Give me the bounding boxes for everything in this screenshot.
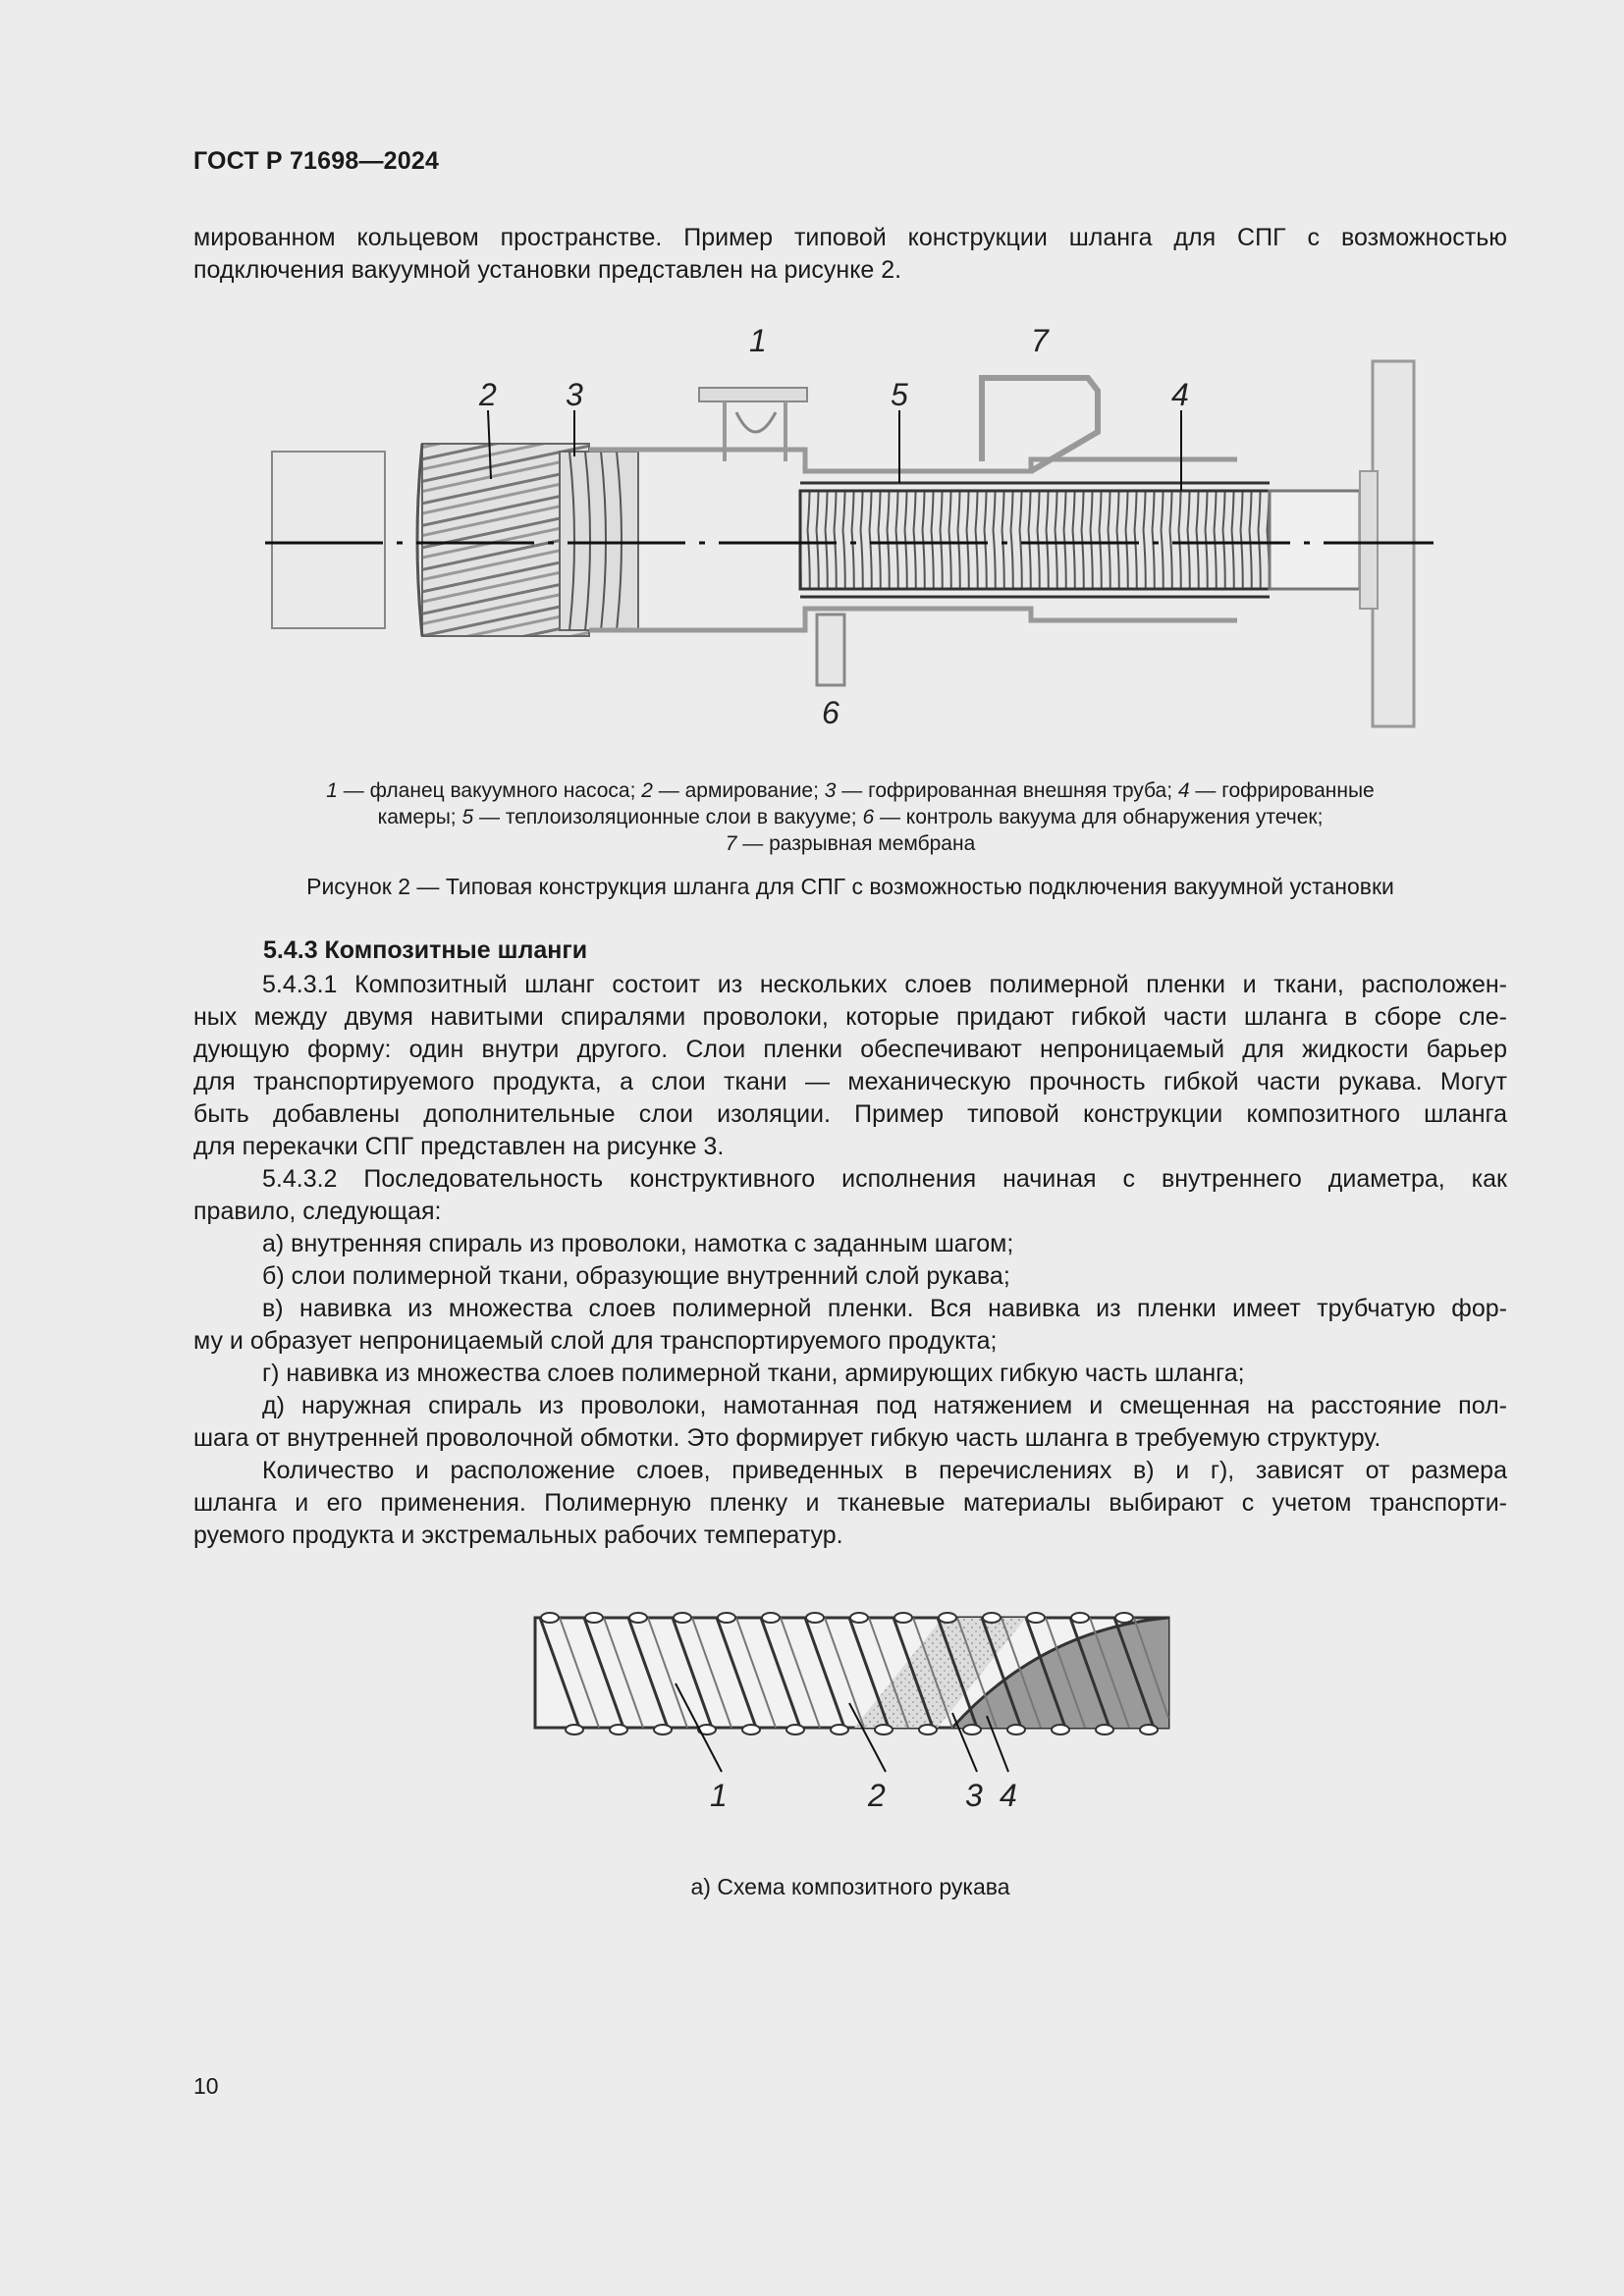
callout-4: 4 <box>1171 377 1189 412</box>
callout-2: 2 <box>868 1778 886 1813</box>
text-line: правило, следующая: <box>193 1198 442 1225</box>
figure-3a-subcaption: а) Схема композитного рукава <box>690 1874 1010 1899</box>
list-item-continuation: му и образует непроницаемый слой для транспортируемого продукта; <box>193 1327 998 1355</box>
list-item: д) наружная спираль из проволоки, намотанная под натяжением и смещенная на расстояние пол- <box>262 1392 1507 1419</box>
list-item: в) навивка из множества слоев полимерной пленки. Вся навивка из пленки имеет трубчатую фор- <box>262 1295 1507 1322</box>
text-line: дующую форму: один внутри другого. Слои пленки обеспечивают непроницаемый для жидкости барьер <box>193 1036 1507 1063</box>
text-line: Количество и расположение слоев, приведенных в перечислениях в) и г), зависят от размера <box>262 1457 1507 1484</box>
callout-5: 5 <box>891 377 908 412</box>
callout-2: 2 <box>479 377 497 412</box>
figure-2-legend <box>193 777 1507 857</box>
document-code: ГОСТ Р 71698—2024 <box>193 147 440 175</box>
paragraph-5-4-3-1 <box>193 969 1507 1552</box>
callout-3: 3 <box>566 377 583 412</box>
list-item: г) навивка из множества слоев полимерной ткани, армирующих гибкую часть шланга; <box>262 1360 1245 1387</box>
text-line: ных между двумя навитыми спиралями проволоки, которые придают гибкой части шланга в сборе сле- <box>193 1003 1507 1031</box>
text-line: 5.4.3.1 Композитный шланг состоит из нескольких слоев полимерной пленки и ткани, расположен- <box>262 971 1507 998</box>
page-number: 10 <box>193 2073 219 2099</box>
figure-2-hose-diagram <box>255 314 1453 736</box>
list-item: а) внутренняя спираль из проволоки, намотка с заданным шагом; <box>262 1230 1014 1257</box>
callout-7: 7 <box>1031 323 1049 358</box>
callout-4: 4 <box>1000 1778 1017 1813</box>
legend-line: камеры; 5 — теплоизоляционные слои в вакууме; 6 — контроль вакуума для обнаружения утечек; <box>377 806 1324 828</box>
legend-line: 1 — фланец вакуумного насоса; 2 — армирование; 3 — гофрированная внешняя труба; 4 — гофрированные <box>326 779 1375 802</box>
figure-2-caption: Рисунок 2 — Типовая конструкция шланга для СПГ с возможностью подключения вакуумной установки <box>306 874 1394 899</box>
intro-paragraph <box>193 222 1507 287</box>
legend-line: 7 — разрывная мембрана <box>725 832 976 855</box>
figure-3a-composite-hose <box>530 1610 1178 1826</box>
text-line: для перекачки СПГ представлен на рисунке 3. <box>193 1133 725 1160</box>
list-item: б) слои полимерной ткани, образующие внутренний слой рукава; <box>262 1262 1010 1290</box>
section-heading: 5.4.3 Композитные шланги <box>263 936 588 964</box>
callout-1: 1 <box>749 323 767 358</box>
callout-6: 6 <box>822 695 839 730</box>
text-line: быть добавлены дополнительные слои изоляции. Пример типовой конструкции композитного шланга <box>193 1100 1507 1128</box>
text-line: для транспортируемого продукта, а слои ткани — механическую прочность гибкой части рукава. Могут <box>193 1068 1507 1095</box>
text-line: мированном кольцевом пространстве. Пример типовой конструкции шланга для СПГ с возможностью <box>193 224 1507 251</box>
text-line: шланга и его применения. Полимерную пленку и тканевые материалы выбирают с учетом транспорти- <box>193 1489 1507 1517</box>
list-item-continuation: шага от внутренней проволочной обмотки. Это формирует гибкую часть шланга в требуемую структуру. <box>193 1424 1381 1452</box>
text-line: 5.4.3.2 Последовательность конструктивного исполнения начиная с внутреннего диаметра, как <box>262 1165 1507 1193</box>
callout-1: 1 <box>710 1778 728 1813</box>
text-line: подключения вакуумной установки представлен на рисунке 2. <box>193 256 902 284</box>
callout-3: 3 <box>965 1778 983 1813</box>
text-line: руемого продукта и экстремальных рабочих температур. <box>193 1522 843 1549</box>
